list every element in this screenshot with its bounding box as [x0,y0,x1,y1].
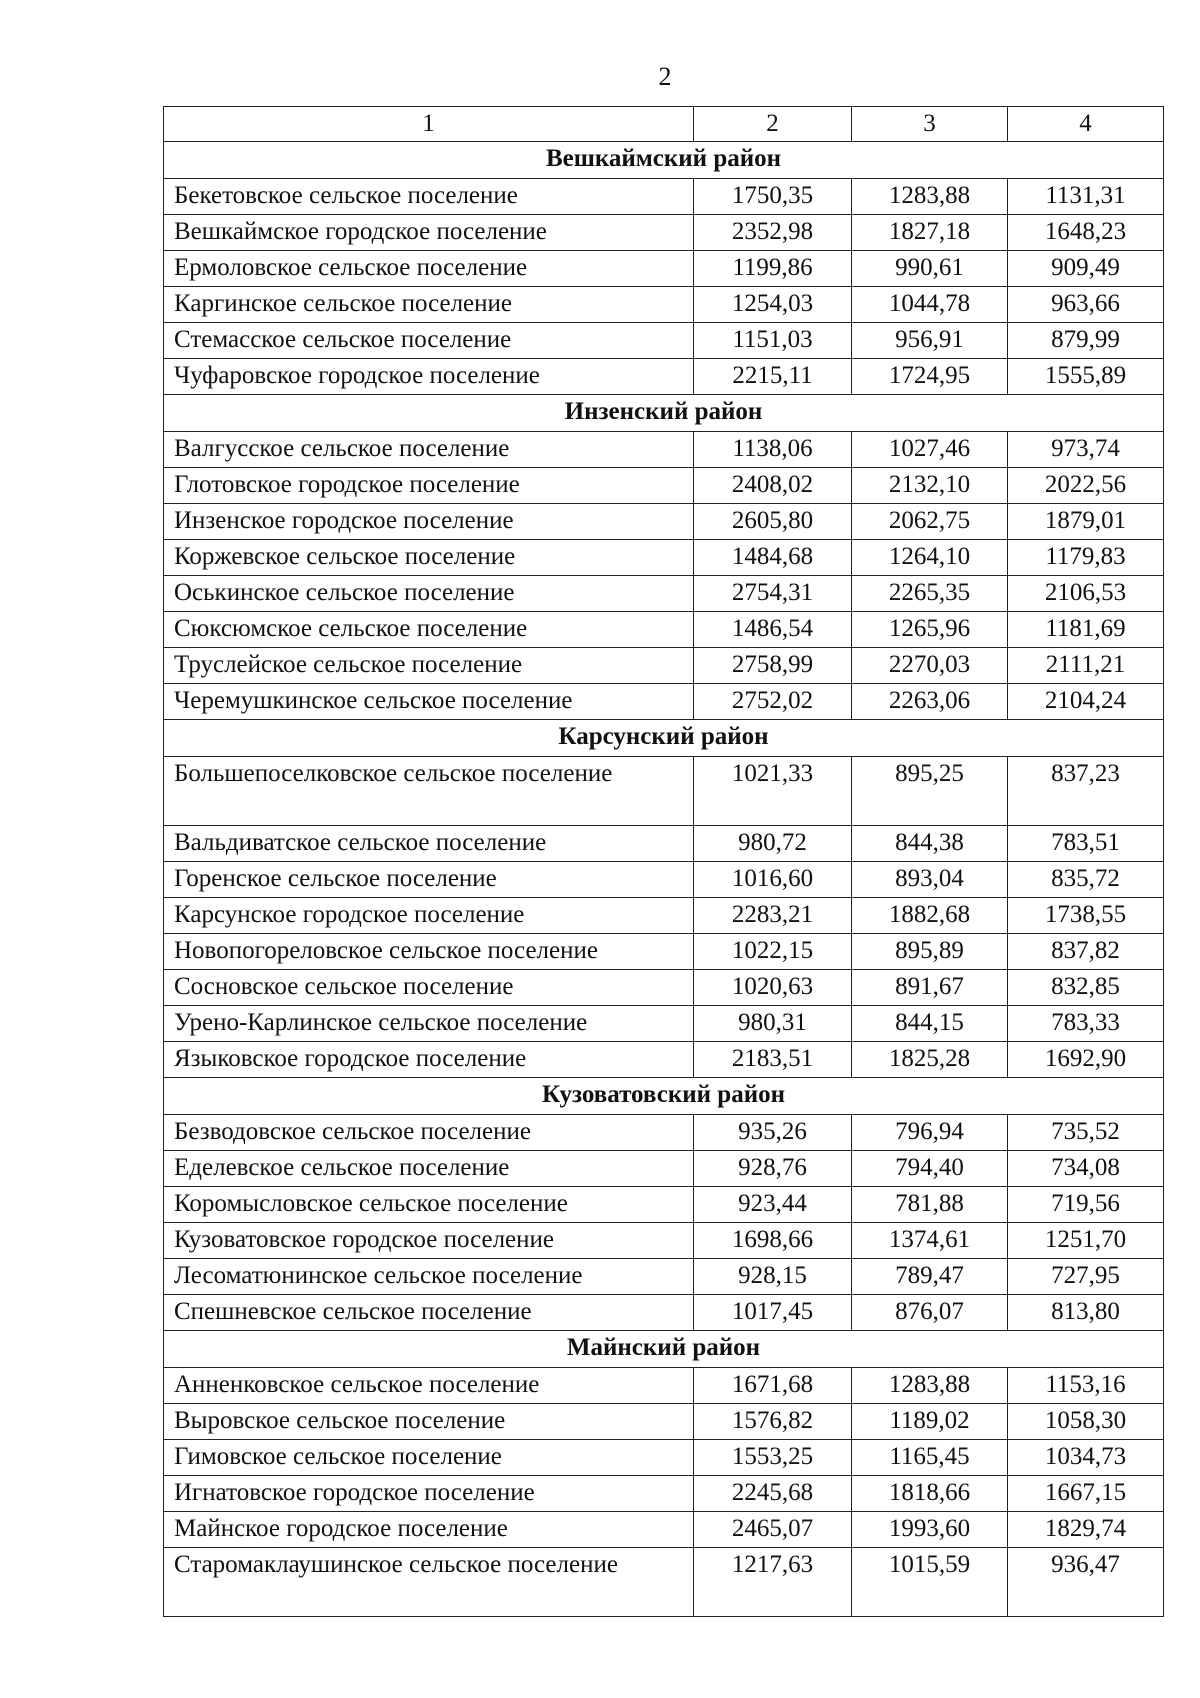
district-row [164,1078,1164,1115]
settlement-name-cell: Новопогореловское сельское поселение [164,934,694,970]
value-cell-col2: 1021,33 [694,757,852,826]
settlement-name-cell: Майнское городское поселение [164,1512,694,1548]
table-row [164,432,1164,468]
table-row [164,287,1164,323]
value-cell-col2: 928,15 [694,1259,852,1295]
table-row [164,1404,1164,1440]
value-cell-col2: 923,44 [694,1187,852,1223]
settlement-name-cell: Каргинское сельское поселение [164,287,694,323]
settlement-name-cell: Выровское сельское поселение [164,1404,694,1440]
value-cell-col3: 891,67 [852,970,1008,1006]
settlement-name-cell: Спешневское сельское поселение [164,1295,694,1331]
value-cell-col2: 980,31 [694,1006,852,1042]
table-row [164,757,1164,826]
value-cell-col4: 1555,89 [1008,359,1164,395]
settlement-name-cell: Урено-Карлинское сельское поселение [164,1006,694,1042]
district-row [164,1331,1164,1368]
value-cell-col3: 895,89 [852,934,1008,970]
value-cell-col2: 1576,82 [694,1404,852,1440]
settlement-name-cell: Анненковское сельское поселение [164,1368,694,1404]
table-row [164,1042,1164,1078]
value-cell-col4: 727,95 [1008,1259,1164,1295]
table-row [164,1476,1164,1512]
table-row [164,826,1164,862]
value-cell-col4: 1829,74 [1008,1512,1164,1548]
column-header-3: 3 [852,107,1008,142]
value-cell-col3: 1993,60 [852,1512,1008,1548]
value-cell-col2: 928,76 [694,1151,852,1187]
table-row [164,648,1164,684]
value-cell-col4: 1667,15 [1008,1476,1164,1512]
value-cell-col3: 844,15 [852,1006,1008,1042]
district-row [164,720,1164,757]
column-header-1: 1 [164,107,694,142]
settlement-name-cell: Глотовское городское поселение [164,468,694,504]
page-number: 2 [658,62,672,91]
value-cell-col2: 1254,03 [694,287,852,323]
value-cell-col3: 1374,61 [852,1223,1008,1259]
settlement-name-cell: Инзенское городское поселение [164,504,694,540]
value-cell-col3: 2270,03 [852,648,1008,684]
value-cell-col2: 1016,60 [694,862,852,898]
value-cell-col3: 990,61 [852,251,1008,287]
value-cell-col2: 2215,11 [694,359,852,395]
value-cell-col2: 2245,68 [694,1476,852,1512]
value-cell-col3: 1827,18 [852,215,1008,251]
settlement-name-cell: Бекетовское сельское поселение [164,179,694,215]
value-cell-col2: 2352,98 [694,215,852,251]
table-row [164,970,1164,1006]
settlement-name-cell: Оськинское сельское поселение [164,576,694,612]
value-cell-col3: 956,91 [852,323,1008,359]
value-cell-col4: 1181,69 [1008,612,1164,648]
table-row [164,179,1164,215]
value-cell-col2: 2752,02 [694,684,852,720]
settlement-name-cell: Коржевское сельское поселение [164,540,694,576]
settlement-name-cell: Ермоловское сельское поселение [164,251,694,287]
table-row [164,612,1164,648]
value-cell-col3: 844,38 [852,826,1008,862]
value-cell-col2: 1138,06 [694,432,852,468]
value-cell-col4: 1251,70 [1008,1223,1164,1259]
value-cell-col4: 1153,16 [1008,1368,1164,1404]
table-row [164,1223,1164,1259]
table-row [164,1151,1164,1187]
table-row [164,215,1164,251]
value-cell-col3: 1044,78 [852,287,1008,323]
table-row [164,898,1164,934]
value-cell-col4: 879,99 [1008,323,1164,359]
table-row [164,323,1164,359]
district-row [164,142,1164,179]
value-cell-col4: 813,80 [1008,1295,1164,1331]
table-body [164,107,1164,1617]
value-cell-col4: 1879,01 [1008,504,1164,540]
settlement-name-cell: Безводовское сельское поселение [164,1115,694,1151]
table-row [164,1295,1164,1331]
value-cell-col4: 963,66 [1008,287,1164,323]
value-cell-col4: 835,72 [1008,862,1164,898]
table-row [164,504,1164,540]
value-cell-col2: 1022,15 [694,934,852,970]
value-cell-col4: 1131,31 [1008,179,1164,215]
value-cell-col3: 893,04 [852,862,1008,898]
settlement-name-cell: Карсунское городское поселение [164,898,694,934]
value-cell-col3: 1818,66 [852,1476,1008,1512]
value-cell-col4: 1179,83 [1008,540,1164,576]
settlement-name-cell: Черемушкинское сельское поселение [164,684,694,720]
value-cell-col2: 2758,99 [694,648,852,684]
settlement-name-cell: Валгусское сельское поселение [164,432,694,468]
settlement-name-cell: Старомаклаушинское сельское поселение [164,1548,694,1617]
settlements-table [163,106,1164,1617]
table-row [164,1115,1164,1151]
settlement-name-cell: Языковское городское поселение [164,1042,694,1078]
value-cell-col3: 796,94 [852,1115,1008,1151]
value-cell-col2: 1698,66 [694,1223,852,1259]
value-cell-col4: 2104,24 [1008,684,1164,720]
value-cell-col4: 909,49 [1008,251,1164,287]
table-row [164,1187,1164,1223]
value-cell-col2: 1486,54 [694,612,852,648]
settlement-name-cell: Большепоселковское сельское поселение [164,757,694,826]
settlement-name-cell: Чуфаровское городское поселение [164,359,694,395]
value-cell-col4: 1648,23 [1008,215,1164,251]
value-cell-col3: 789,47 [852,1259,1008,1295]
settlement-name-cell: Вальдиватское сельское поселение [164,826,694,862]
table-row [164,576,1164,612]
value-cell-col4: 783,33 [1008,1006,1164,1042]
value-cell-col3: 2062,75 [852,504,1008,540]
value-cell-col2: 1020,63 [694,970,852,1006]
value-cell-col2: 2605,80 [694,504,852,540]
value-cell-col4: 837,82 [1008,934,1164,970]
value-cell-col2: 1671,68 [694,1368,852,1404]
settlement-name-cell: Сюксюмское сельское поселение [164,612,694,648]
table-row [164,1368,1164,1404]
settlement-name-cell: Труслейское сельское поселение [164,648,694,684]
value-cell-col3: 2263,06 [852,684,1008,720]
value-cell-col3: 1189,02 [852,1404,1008,1440]
settlement-name-cell: Вешкаймское городское поселение [164,215,694,251]
table-row [164,359,1164,395]
value-cell-col2: 980,72 [694,826,852,862]
value-cell-col3: 2265,35 [852,576,1008,612]
table-row [164,862,1164,898]
value-cell-col2: 1750,35 [694,179,852,215]
district-heading: Майнский район [164,1331,1164,1368]
table-row [164,934,1164,970]
value-cell-col2: 2408,02 [694,468,852,504]
value-cell-col2: 2754,31 [694,576,852,612]
value-cell-col3: 794,40 [852,1151,1008,1187]
settlement-name-cell: Сосновское сельское поселение [164,970,694,1006]
value-cell-col4: 832,85 [1008,970,1164,1006]
value-cell-col2: 1217,63 [694,1548,852,1617]
value-cell-col2: 1553,25 [694,1440,852,1476]
value-cell-col4: 1034,73 [1008,1440,1164,1476]
value-cell-col4: 2111,21 [1008,648,1164,684]
value-cell-col2: 935,26 [694,1115,852,1151]
table-row [164,1512,1164,1548]
value-cell-col4: 837,23 [1008,757,1164,826]
column-header-4: 4 [1008,107,1164,142]
district-heading: Кузоватовский район [164,1078,1164,1115]
value-cell-col3: 1165,45 [852,1440,1008,1476]
value-cell-col4: 735,52 [1008,1115,1164,1151]
value-cell-col3: 1015,59 [852,1548,1008,1617]
value-cell-col3: 1265,96 [852,612,1008,648]
settlement-name-cell: Лесоматюнинское сельское поселение [164,1259,694,1295]
district-heading: Инзенский район [164,395,1164,432]
settlement-name-cell: Стемасское сельское поселение [164,323,694,359]
column-header-2: 2 [694,107,852,142]
value-cell-col4: 936,47 [1008,1548,1164,1617]
table-row [164,1006,1164,1042]
value-cell-col2: 1199,86 [694,251,852,287]
value-cell-col4: 1738,55 [1008,898,1164,934]
table-row [164,251,1164,287]
settlement-name-cell: Игнатовское городское поселение [164,1476,694,1512]
value-cell-col2: 1017,45 [694,1295,852,1331]
table-row [164,1548,1164,1617]
header-row [164,107,1164,142]
value-cell-col2: 1151,03 [694,323,852,359]
district-row [164,395,1164,432]
value-cell-col4: 2022,56 [1008,468,1164,504]
district-heading: Карсунский район [164,720,1164,757]
table-row [164,468,1164,504]
table-row [164,684,1164,720]
value-cell-col4: 973,74 [1008,432,1164,468]
value-cell-col4: 734,08 [1008,1151,1164,1187]
value-cell-col2: 2283,21 [694,898,852,934]
settlement-name-cell: Кузоватовское городское поселение [164,1223,694,1259]
value-cell-col4: 719,56 [1008,1187,1164,1223]
settlement-name-cell: Коромысловское сельское поселение [164,1187,694,1223]
settlement-name-cell: Горенское сельское поселение [164,862,694,898]
value-cell-col3: 895,25 [852,757,1008,826]
settlement-name-cell: Гимовское сельское поселение [164,1440,694,1476]
value-cell-col3: 1825,28 [852,1042,1008,1078]
value-cell-col4: 1058,30 [1008,1404,1164,1440]
value-cell-col2: 2465,07 [694,1512,852,1548]
settlement-name-cell: Еделевское сельское поселение [164,1151,694,1187]
value-cell-col3: 1882,68 [852,898,1008,934]
table-row [164,1259,1164,1295]
value-cell-col4: 2106,53 [1008,576,1164,612]
value-cell-col4: 1692,90 [1008,1042,1164,1078]
value-cell-col3: 1264,10 [852,540,1008,576]
value-cell-col2: 2183,51 [694,1042,852,1078]
value-cell-col3: 1027,46 [852,432,1008,468]
value-cell-col3: 1724,95 [852,359,1008,395]
value-cell-col3: 876,07 [852,1295,1008,1331]
table-row [164,540,1164,576]
value-cell-col3: 1283,88 [852,1368,1008,1404]
value-cell-col4: 783,51 [1008,826,1164,862]
district-heading: Вешкаймский район [164,142,1164,179]
value-cell-col3: 781,88 [852,1187,1008,1223]
value-cell-col3: 1283,88 [852,179,1008,215]
table-row [164,1440,1164,1476]
value-cell-col3: 2132,10 [852,468,1008,504]
value-cell-col2: 1484,68 [694,540,852,576]
